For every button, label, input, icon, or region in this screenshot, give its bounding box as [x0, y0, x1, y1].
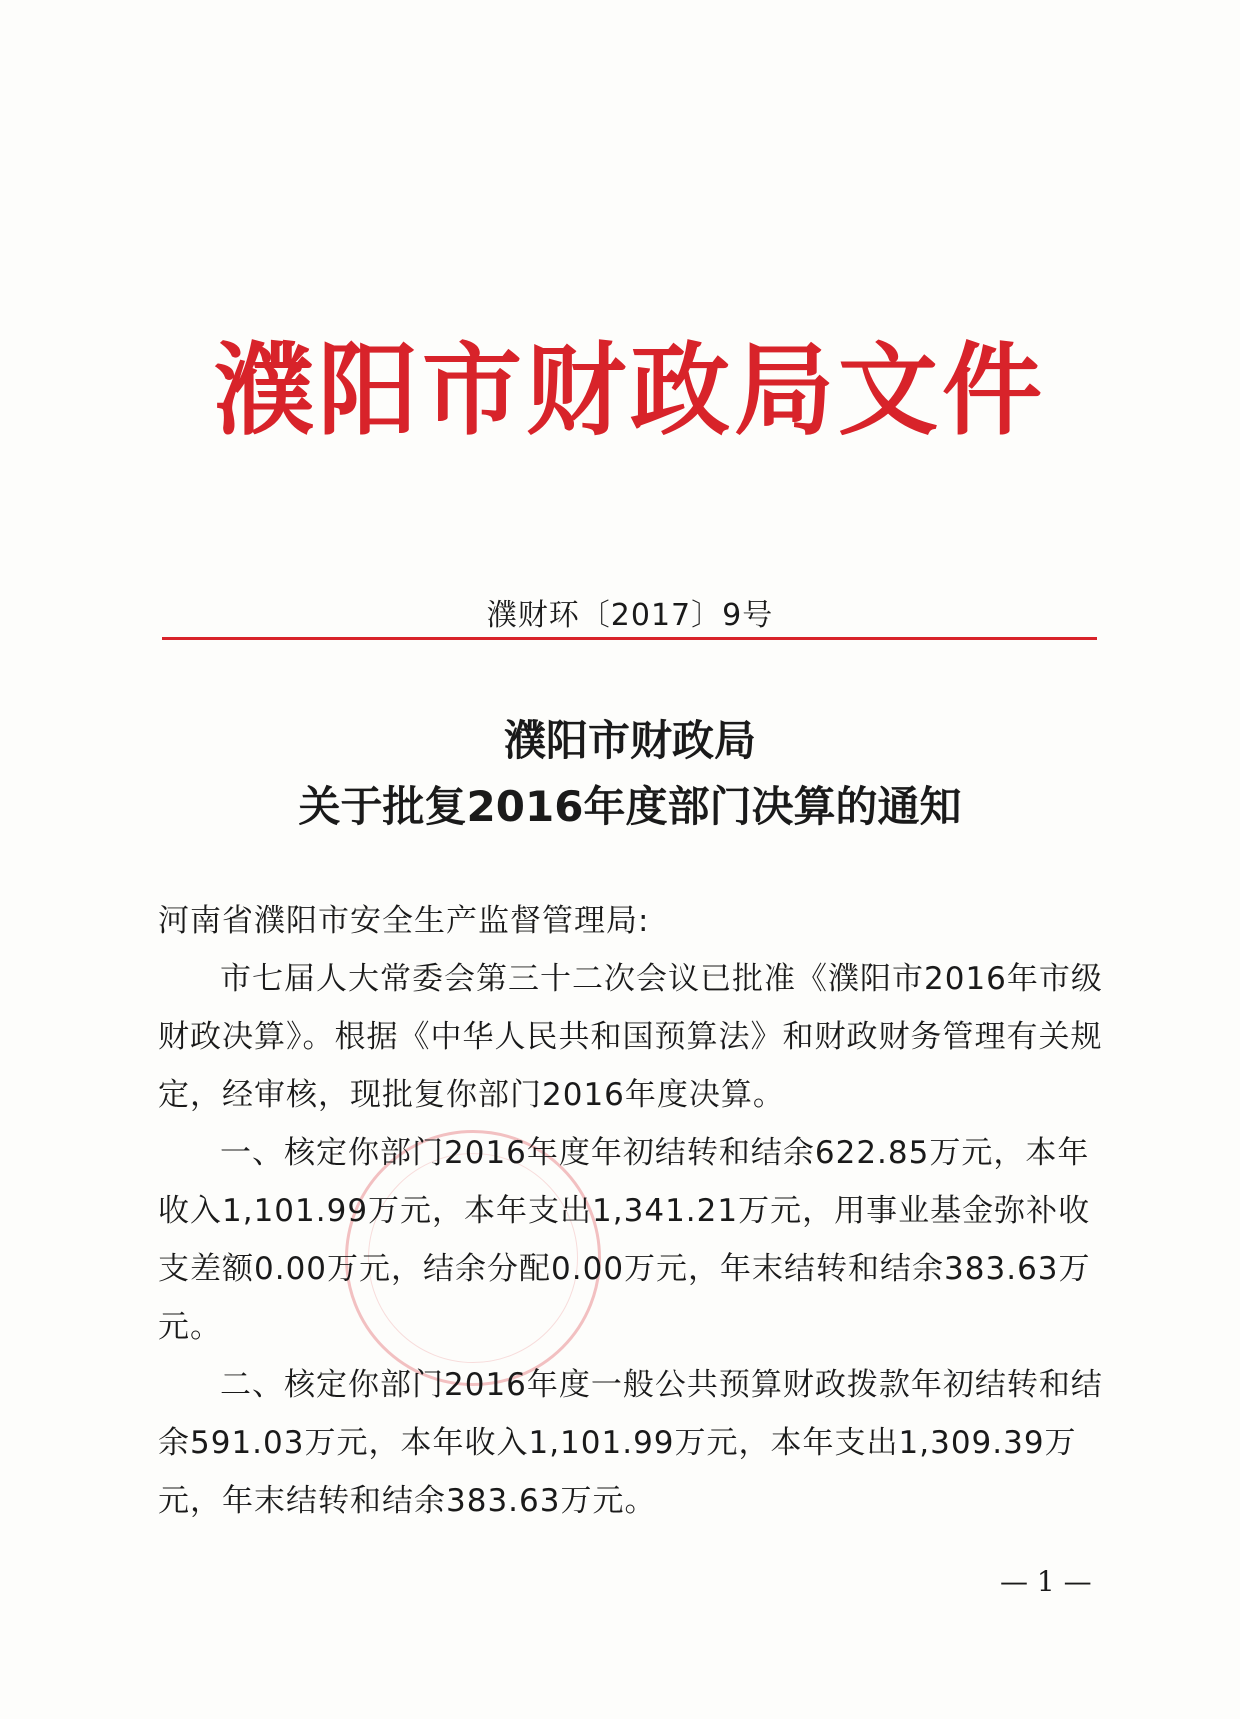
document-title-line-1: 濮阳市财政局	[503, 716, 756, 765]
document-body	[158, 892, 1103, 1530]
body-paragraph: 二、核定你部门2016年度一般公共预算财政拨款年初结转和结余591.03万元，本年收入1,101.99万元，本年支出1,309.39万元，年末结转和结余383.63万元。	[158, 1367, 1103, 1519]
document-number: 濮财环〔2017〕9号	[486, 598, 774, 633]
red-divider-line	[162, 637, 1097, 640]
body-paragraph: 市七届人大常委会第三十二次会议已批准《濮阳市2016年市级财政决算》。根据《中华人民共和国预算法》和财政财务管理有关规定，经审核，现批复你部门2016年度决算。	[158, 961, 1103, 1113]
body-paragraph: 一、核定你部门2016年度年初结转和结余622.85万元，本年收入1,101.99万元，本年支出1,341.21万元，用事业基金弥补收支差额0.00万元，结余分配0.00万元，年末结转和结余383.63万元。	[158, 1135, 1091, 1345]
issuer-header-title: 濮阳市财政局文件	[214, 331, 1046, 449]
document-title	[160, 708, 1100, 840]
page-number: — 1 —	[1000, 1565, 1092, 1598]
document-title-line-2: 关于批复2016年度部门决算的通知	[298, 782, 962, 831]
recipient-line: 河南省濮阳市安全生产监督管理局:	[158, 903, 650, 939]
